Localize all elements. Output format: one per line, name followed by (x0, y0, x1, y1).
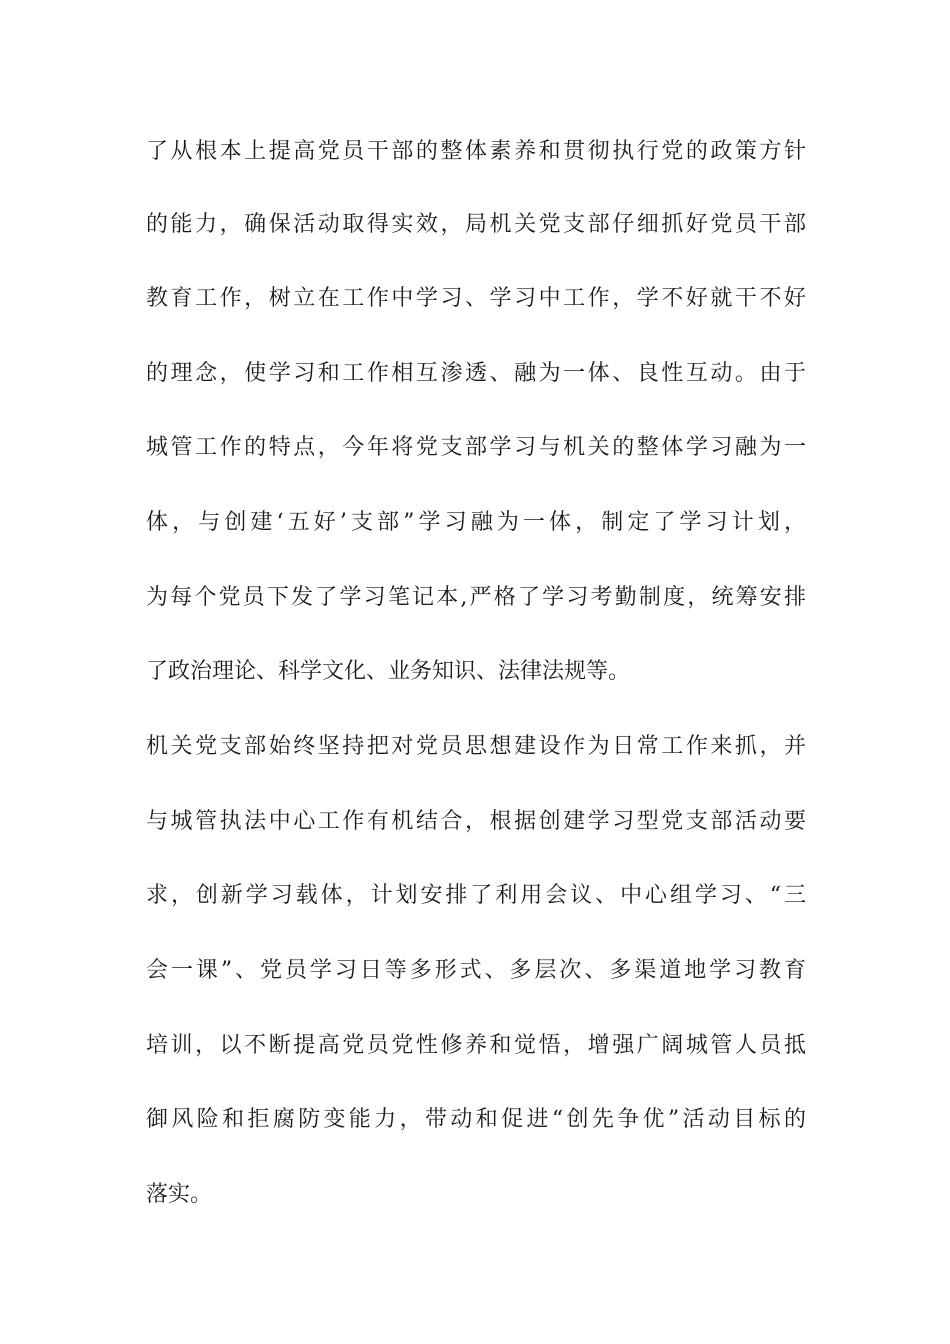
text-line: 了从根本上提高党员干部的整体素养和贯彻执行党的政策方针 (146, 139, 806, 164)
text-line: 求，创新学习载体，计划安排了利用会议、中心组学习、“三 (146, 883, 806, 908)
text-line: 与城管执法中心工作有机结合，根据创建学习型党支部活动要 (146, 809, 806, 834)
text-line: 的理念，使学习和工作相互渗透、融为一体、良性互动。由于 (146, 361, 806, 386)
text-line: 培训，以不断提高党员党性修养和觉悟，增强广阔城管人员抵 (146, 1033, 806, 1058)
text-line: 的能力，确保活动取得实效，局机关党支部仔细抓好党员干部 (146, 212, 806, 237)
text-line: 落实。 (146, 1182, 213, 1207)
text-line: 体，与创建‘五好’支部”学习融为一体，制定了学习计划， (146, 510, 806, 535)
text-line: 机关党支部始终坚持把对党员思想建设作为日常工作来抓，并 (146, 734, 806, 759)
text-line: 为每个党员下发了学习笔记本,严格了学习考勤制度，统筹安排 (146, 585, 806, 610)
text-line: 教育工作，树立在工作中学习、学习中工作，学不好就干不好 (146, 286, 806, 311)
text-line: 了政治理论、科学文化、业务知识、法律法规等。 (146, 659, 631, 684)
text-line: 御风险和拒腐防变能力，带动和促进“创先争优”活动目标的 (146, 1107, 806, 1132)
text-line: 城管工作的特点，今年将党支部学习与机关的整体学习融为一 (146, 435, 806, 460)
text-line: 会一课”、党员学习日等多形式、多层次、多渠道地学习教育 (146, 958, 806, 983)
